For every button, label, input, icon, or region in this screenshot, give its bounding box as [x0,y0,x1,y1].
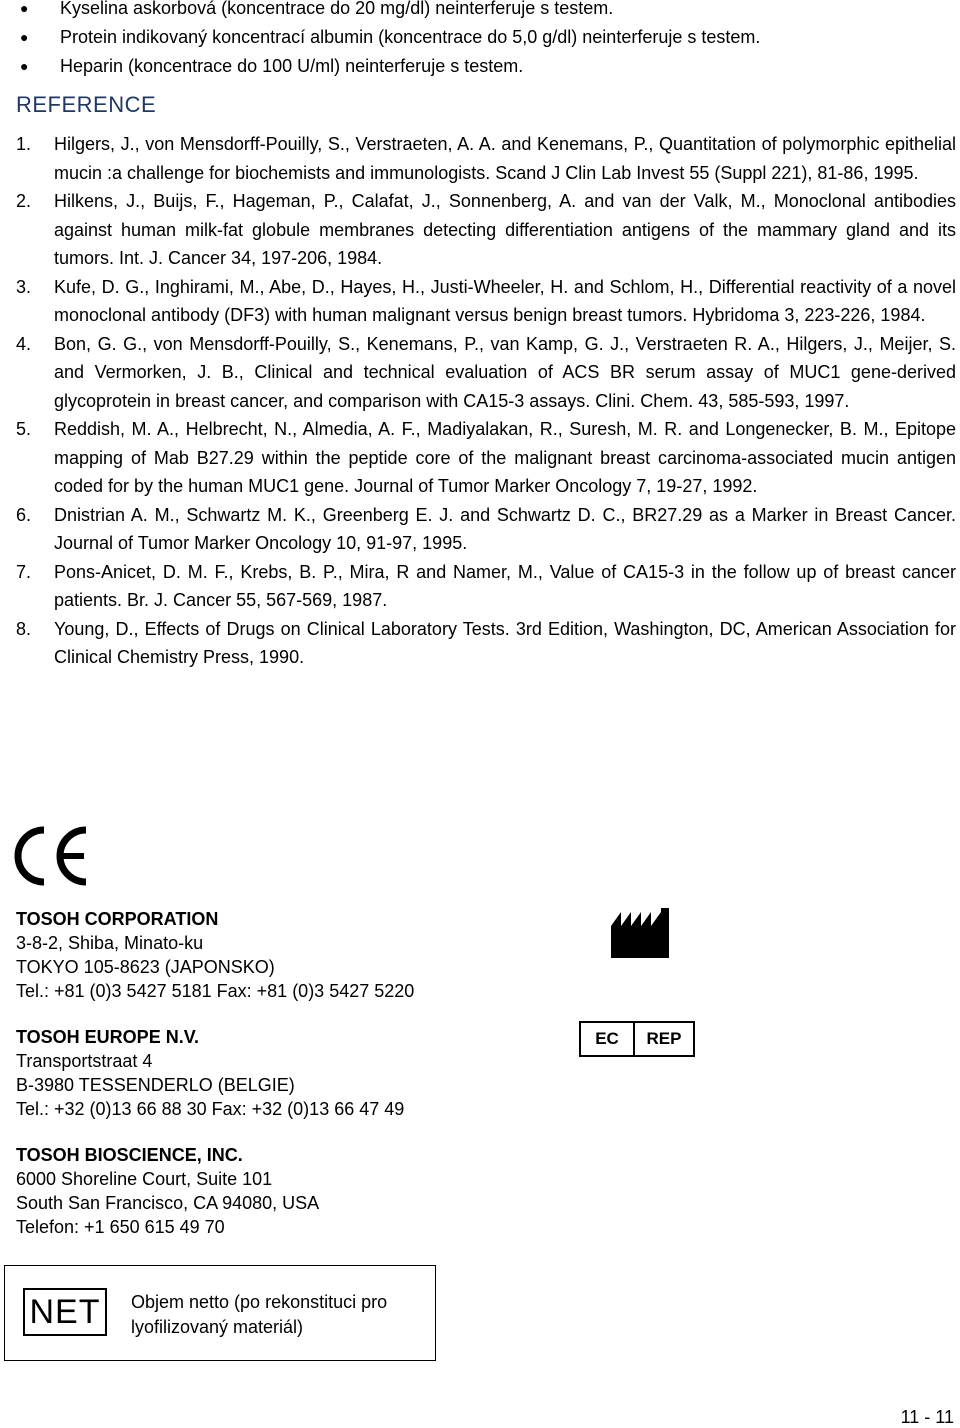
company-name: TOSOH CORPORATION [16,909,219,929]
bullet-icon: ● [20,29,29,45]
bullet-text: Protein indikovaný koncentrací albumin (koncentrace do 5,0 g/dl) neinterferuje s testem. [60,27,761,47]
reference-item [16,415,956,501]
company-name: TOSOH EUROPE N.V. [16,1027,200,1047]
reference-number: 5. [16,419,32,439]
net-description: Objem netto (po rekonstituci pro lyofilizovaný materiál) [131,1292,388,1337]
reference-item [16,615,956,672]
interference-bullet-list [14,0,954,81]
reference-text: Hilkens, J., Buijs, F., Hageman, P., Calafat, J., Sonnenberg, A. and van der Valk, M., Monoclonal antibodies against human milk-fat globule membranes detecting differentiation antigens of the mammary gland and its tumors. Int. J. Cancer 34, 197-206, 1984. [54,191,956,268]
address-line: Tel.: +32 (0)13 66 88 30 Fax: +32 (0)13 66 47 49 [16,1099,405,1119]
address-line: TOKYO 105-8623 (JAPONSKO) [16,957,275,977]
company-address [16,1025,404,1121]
reference-text: Bon, G. G., von Mensdorff-Pouilly, S., Kenemans, P., van Kamp, G. J., Verstraeten R. A., Hilgers, J., Meijer, S. and Vermorken, J. B., Clinical and technical evaluation of ACS BR serum assay of MUC1 gene-derived glycoprotein in breast cancer, and comparison with CA15-3 assays. Clini. Chem. 43, 585-593, 1997. [54,333,956,411]
reference-text: Dnistrian A. M., Schwartz M. K., Greenberg E. J. and Schwartz D. C., BR27.29 as a Marker in Breast Cancer. Journal of Tumor Marker Oncology 10, 91-97, 1995. [54,504,956,553]
reference-item [16,130,956,187]
reference-item [16,330,956,416]
bullet-item [14,23,954,52]
reference-number: 8. [16,618,32,639]
address-line: Telefon: +1 650 615 49 70 [16,1217,225,1237]
references-list [16,130,956,672]
reference-item [16,273,956,330]
company-address [16,1143,319,1239]
bullet-icon: ● [20,58,29,74]
reference-number: 1. [16,134,32,154]
address-line: 6000 Shoreline Court, Suite 101 [16,1169,273,1189]
address-line: Tel.: +81 (0)3 5427 5181 Fax: +81 (0)3 5427 5220 [16,981,415,1001]
bullet-text: Heparin (koncentrace do 100 U/ml) neinterferuje s testem. [60,56,524,76]
reference-number: 2. [16,191,32,211]
reference-number: 4. [16,333,32,354]
rep-label: REP [646,1029,682,1048]
bullet-item [14,0,954,23]
reference-text: Pons-Anicet, D. M. F., Krebs, B. P., Mira, R and Namer, M., Value of CA15-3 in the follow up of breast cancer patients. Br. J. Cancer 55, 567-569, 1987. [54,561,956,610]
page-number: 11 - 11 [900,1407,954,1427]
references-heading: REFERENCE [16,92,157,117]
ec-label: EC [581,1023,635,1055]
bullet-icon: ● [20,0,29,16]
reference-item [16,558,956,615]
reference-number: 7. [16,561,32,582]
net-symbol: NET [23,1288,107,1336]
address-line: South San Francisco, CA 94080, USA [16,1193,320,1213]
reference-item [16,501,956,558]
address-line: 3-8-2, Shiba, Minato-ku [16,933,204,953]
company-name: TOSOH BIOSCIENCE, INC. [16,1145,243,1165]
reference-text: Young, D., Effects of Drugs on Clinical Laboratory Tests. 3rd Edition, Washington, DC, American Association for Clinical Chemistry Press, 1990. [54,618,956,667]
reference-number: 6. [16,504,32,525]
reference-text: Kufe, D. G., Inghirami, M., Abe, D., Hayes, H., Justi-Wheeler, H. and Schlom, H., Differential reactivity of a novel monoclonal antibody (DF3) with human malignant versus benign breast tumors. Hybridoma 3, 223-226, 1984. [54,276,956,325]
ec-rep-symbol [579,1021,695,1057]
manufacturer-factory-icon [611,908,671,958]
ce-mark-icon [8,826,92,886]
bullet-text: Kyselina askorbová (koncentrace do 20 mg/dl) neinterferuje s testem. [60,0,614,18]
reference-text: Hilgers, J., von Mensdorff-Pouilly, S., Verstraeten, A. A. and Kenemans, P., Quantitation of polymorphic epithelial mucin :a challenge for biochemists and immunologists. Scand J Clin Lab Invest 55 (Suppl 221), 81-86, 1995. [54,134,956,183]
address-line: Transportstraat 4 [16,1051,153,1071]
net-volume-box [4,1265,436,1361]
reference-number: 3. [16,276,32,297]
company-address [16,907,414,1003]
address-line: B-3980 TESSENDERLO (BELGIE) [16,1075,295,1095]
reference-text: Reddish, M. A., Helbrecht, N., Almedia, A. F., Madiyalakan, R., Suresh, M. R. and Longenecker, B. M., Epitope mapping of Mab B27.29 within the peptide core of the malignant breast carcinoma-associated mucin antigen coded for by the human MUC1 gene. Journal of Tumor Marker Oncology 7, 19-27, 1992. [54,419,956,496]
reference-item [16,187,956,273]
bullet-item [14,52,954,81]
